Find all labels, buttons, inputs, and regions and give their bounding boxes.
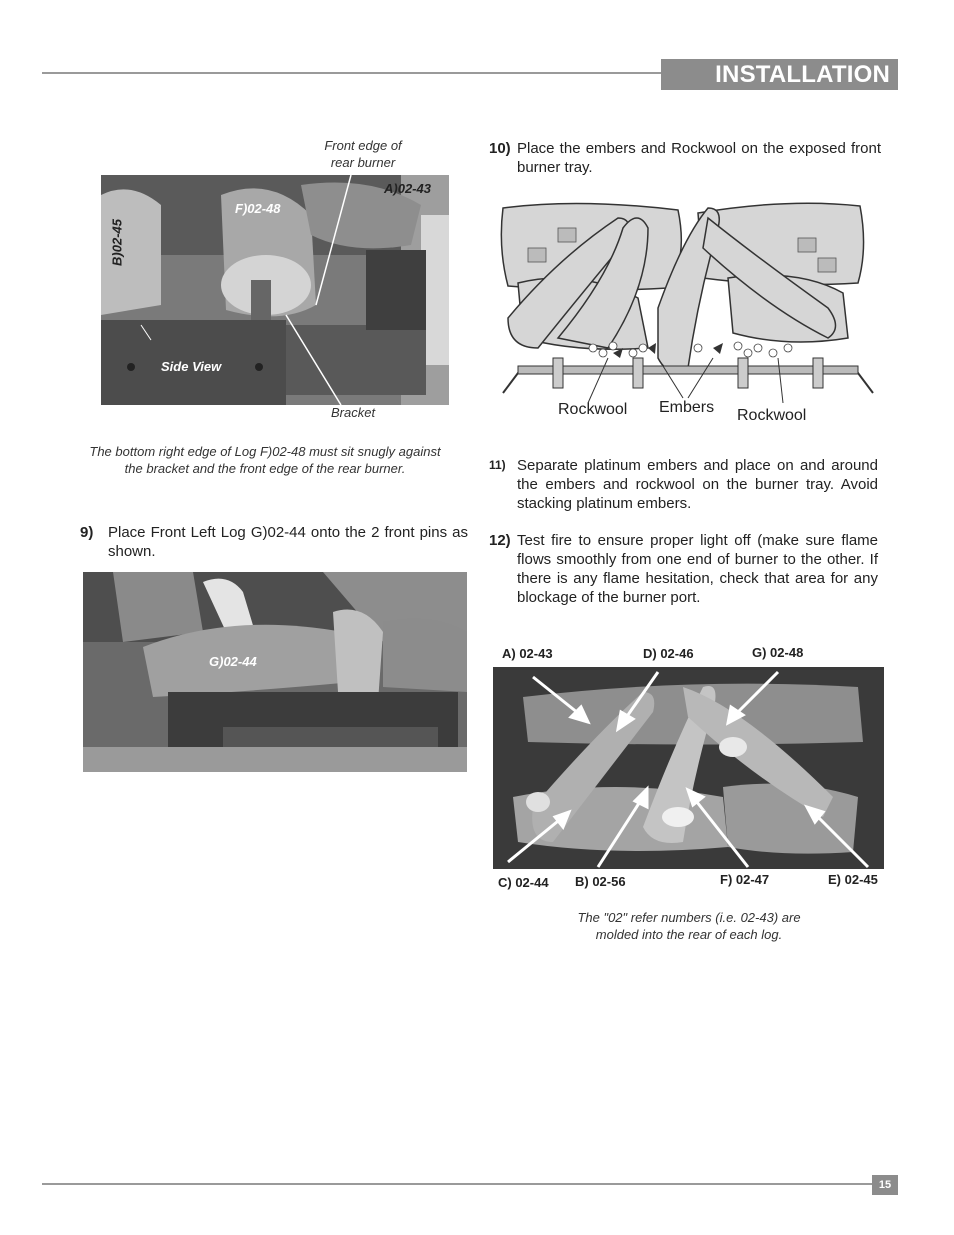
rockwool-left-label: Rockwool [558,401,628,418]
embers-rockwool-diagram [498,198,878,428]
log-a-code: A) 02-43 [502,646,553,661]
footer-rule [42,1183,872,1185]
page-number: 15 [872,1175,898,1195]
step-9 [80,523,468,563]
log-b-code: B) 02-56 [575,874,626,889]
header-rule [42,72,664,74]
rockwool-right-label: Rockwool [737,407,807,424]
log-e-code: E) 02-45 [828,872,878,887]
step-12 [489,531,881,611]
step-11-text: Separate platinum embers and place on and around the embers and rockwool on the burner tray. Avoid stacking platinum embers. [517,457,878,512]
step-11-number: 11) [489,458,506,472]
bracket-label: Bracket [331,405,376,420]
log-g-code: G) 02-48 [752,645,804,660]
section-title: INSTALLATION [661,59,898,90]
front-left-log-photo [83,572,467,772]
step-9-text: Place Front Left Log G)02-44 onto the 2 front pins as shown. [108,524,468,560]
log-c-code: C) 02-44 [498,875,549,890]
figure1-caption: The bottom right edge of Log F)02-48 must sit snugly against the bracket and the front edge of the rear burner. [89,444,441,476]
log-g-label: G)02-44 [209,654,257,669]
figure4-caption: The "02" refer numbers (i.e. 02-43) are molded into the rear of each log. [577,910,801,942]
step-10-text: Place the embers and Rockwool on the exposed front burner tray. [517,140,881,176]
step-12-text: Test fire to ensure proper light off (make sure flame flows smoothly from one end of burner to the other. If there is any flame hesitation, check that area for any blockage of the burner port. [517,532,878,606]
log-set-photo [493,667,884,869]
log-d-code: D) 02-46 [643,646,694,661]
log-b-label: B)02-45 [109,219,125,266]
embers-label: Embers [659,399,715,416]
step-9-number: 9) [80,524,94,541]
side-view-label: Side View [161,359,222,374]
step-12-number: 12) [489,532,511,549]
step-10-number: 10) [489,140,511,157]
log-a-label: A)02-43 [384,181,431,196]
log-f-label: F)02-48 [235,201,281,216]
log-f-code: F) 02-47 [720,872,770,887]
front-edge-label: Front edge of rear burner [324,138,402,170]
step-11 [489,456,881,516]
side-view-photo [101,175,449,405]
step-10 [489,139,881,179]
